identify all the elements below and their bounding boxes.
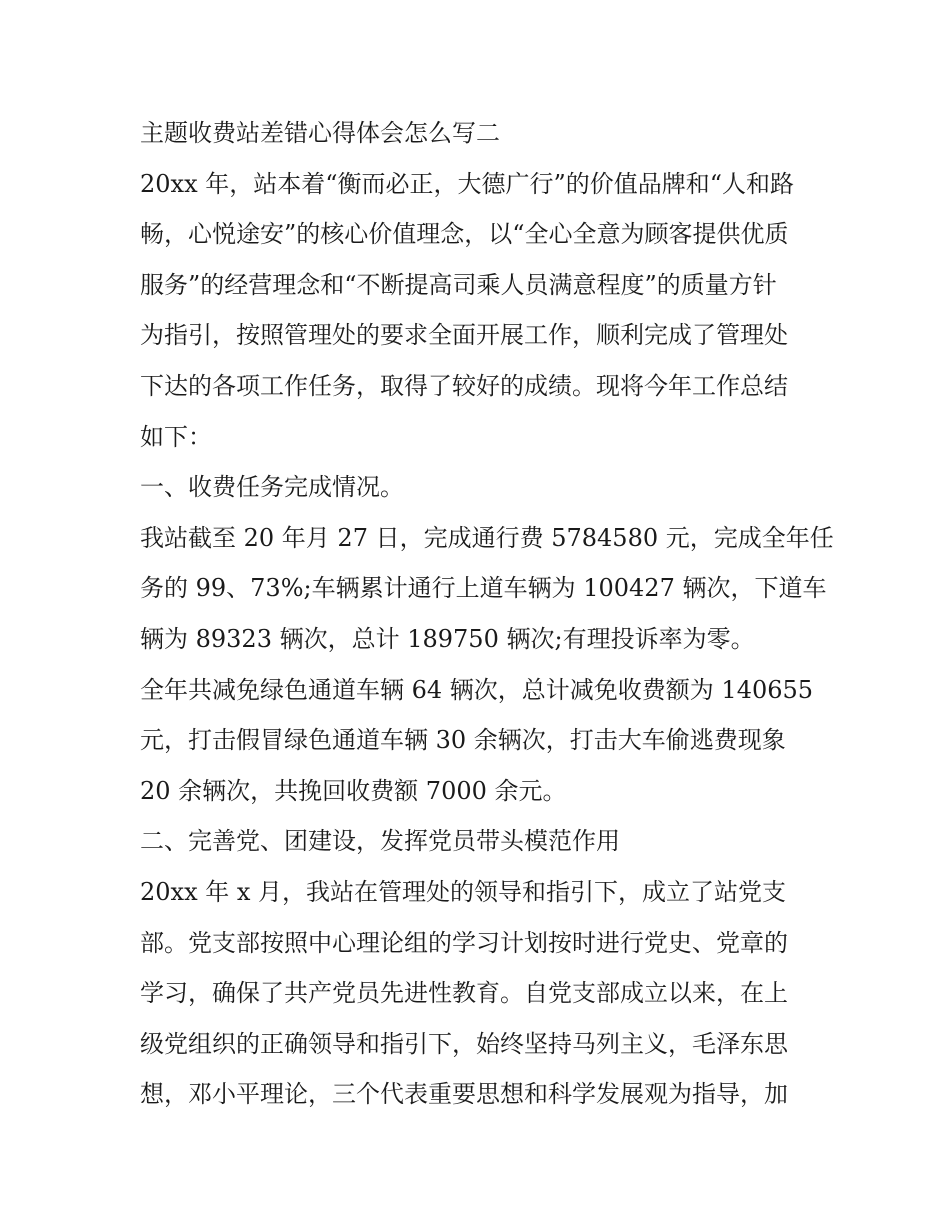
section-heading-2: 二、完善党、团建设，发挥党员带头模范作用 <box>140 827 620 856</box>
text-line: 20xx 年 x 月，我站在管理处的领导和指引下，成立了站党支 <box>140 877 787 906</box>
text-line: 元，打击假冒绿色通道车辆 30 余辆次，打击大车偷逃费现象 <box>140 726 786 755</box>
text-line: 务的 99、73%;车辆累计通行上道车辆为 100427 辆次，下道车 <box>140 574 827 603</box>
text-line: 20 余辆次，共挽回收费额 7000 余元。 <box>140 776 567 805</box>
text-line: 服务”的经营理念和“不断提高司乘人员满意程度”的质量方针 <box>140 270 777 299</box>
text-line: 下达的各项工作任务，取得了较好的成绩。现将今年工作总结 <box>140 371 788 400</box>
text-line: 我站截至 20 年月 27 日，完成通行费 5784580 元，完成全年任 <box>140 523 834 552</box>
text-line: 辆为 89323 辆次，总计 189750 辆次;有理投诉率为零。 <box>140 624 755 653</box>
text-line: 为指引，按照管理处的要求全面开展工作，顺利完成了管理处 <box>140 321 788 350</box>
document-body <box>140 108 834 1120</box>
text-line: 畅，心悦途安”的核心价值理念，以“全心全意为顾客提供优质 <box>140 220 789 249</box>
text-line: 级党组织的正确领导和指引下，始终坚持马列主义，毛泽东思 <box>140 1029 788 1058</box>
text-line: 如下： <box>140 422 212 451</box>
text-line: 想，邓小平理论，三个代表重要思想和科学发展观为指导，加 <box>140 1080 788 1109</box>
text-line: 全年共减免绿色通道车辆 64 辆次，总计减免收费额为 140655 <box>140 675 814 704</box>
text-line: 20xx 年，站本着“衡而必正，大德广行”的价值品牌和“人和路 <box>140 169 795 198</box>
document-title: 主题收费站差错心得体会怎么写二 <box>140 119 500 147</box>
section-heading-1: 一、收费任务完成情况。 <box>140 473 404 502</box>
text-line: 部。党支部按照中心理论组的学习计划按时进行党史、党章的 <box>140 928 788 957</box>
text-line: 学习，确保了共产党员先进性教育。自党支部成立以来，在上 <box>140 979 788 1008</box>
